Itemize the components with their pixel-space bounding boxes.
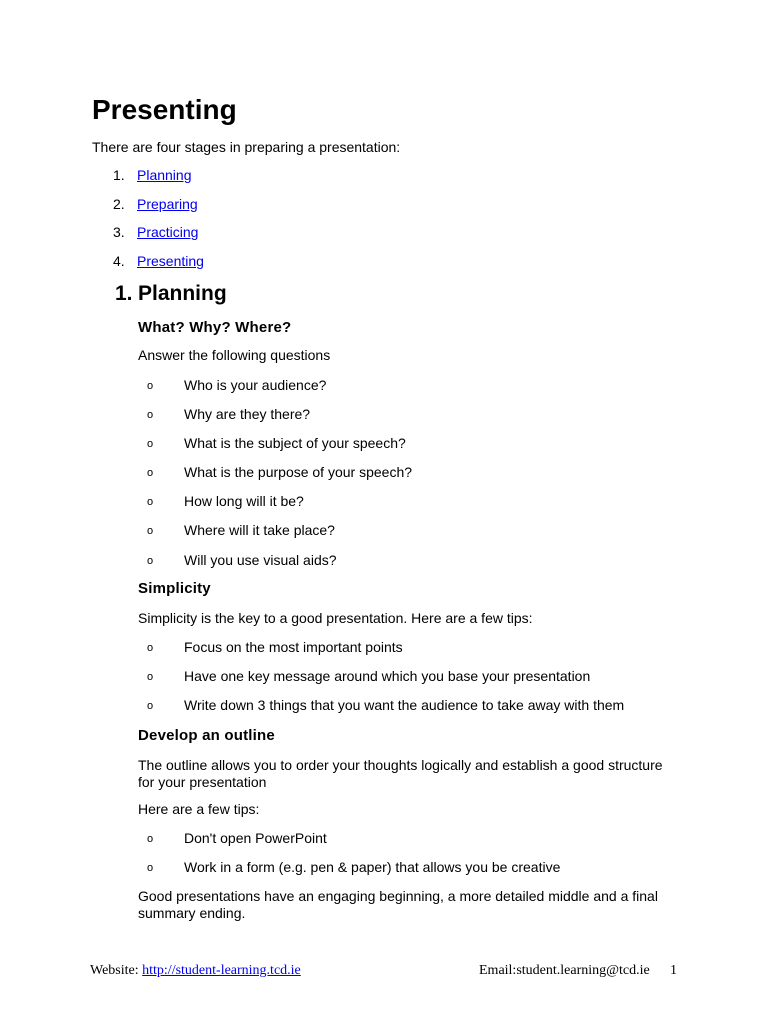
toc-number: 1. <box>113 167 125 183</box>
toc-item-preparing <box>113 195 198 213</box>
bullet-circle-icon: o <box>147 862 154 874</box>
list-item <box>147 405 310 424</box>
toc-number: 3. <box>113 224 125 240</box>
toc-item-practicing <box>113 223 198 241</box>
list-item <box>147 638 403 657</box>
list-item-text: What is the purpose of your speech? <box>184 464 413 480</box>
list-item-text: Will you use visual aids? <box>184 552 337 568</box>
questions-lead-text: Answer the following questions <box>138 347 331 363</box>
intro-text: There are four stages in preparing a presentation: <box>92 139 401 155</box>
list-item-text: Don't open PowerPoint <box>184 830 327 846</box>
bullet-circle-icon: o <box>147 700 154 712</box>
outline-paragraph: The outline allows you to order your thoughts logically and establish a good structure for your presentation <box>138 757 663 790</box>
bullet-circle-icon: o <box>147 671 154 683</box>
bullet-circle-icon: o <box>147 409 154 421</box>
toc-link-planning[interactable]: Planning <box>137 167 192 183</box>
bullet-circle-icon: o <box>147 525 154 537</box>
list-item <box>147 376 326 395</box>
list-item <box>147 434 406 453</box>
list-item-text: Why are they there? <box>184 406 311 422</box>
toc-link-presenting[interactable]: Presenting <box>137 253 204 269</box>
list-item <box>147 667 590 686</box>
bullet-circle-icon: o <box>147 467 154 479</box>
toc-link-preparing[interactable]: Preparing <box>137 196 198 212</box>
page-title: Presenting <box>92 94 237 125</box>
footer-email: Email:student.learning@tcd.ie <box>479 963 650 978</box>
subheading-what-why-where: What? Why? Where? <box>138 319 292 336</box>
list-item <box>147 829 327 848</box>
footer-website-link[interactable]: http://student-learning.tcd.ie <box>142 963 301 978</box>
tips-lead-text: Here are a few tips: <box>138 801 260 817</box>
list-item <box>147 463 412 482</box>
bullet-circle-icon: o <box>147 380 154 392</box>
toc-item-planning <box>113 166 192 184</box>
list-item-text: Who is your audience? <box>184 377 327 393</box>
page-number: 1 <box>670 963 677 978</box>
toc-link-practicing[interactable]: Practicing <box>137 224 199 240</box>
toc-item-presenting <box>113 252 204 270</box>
list-item-text: Where will it take place? <box>184 522 335 538</box>
section-title: Planning <box>138 282 227 305</box>
list-item-text: Have one key message around which you base your presentation <box>184 668 591 684</box>
bullet-circle-icon: o <box>147 438 154 450</box>
subheading-develop-outline: Develop an outline <box>138 727 275 744</box>
list-item-text: Focus on the most important points <box>184 639 403 655</box>
list-item <box>147 551 337 570</box>
list-item <box>147 696 624 715</box>
bullet-circle-icon: o <box>147 496 154 508</box>
footer-website <box>90 962 301 980</box>
list-item-text: Work in a form (e.g. pen & paper) that allows you be creative <box>184 859 561 875</box>
bullet-circle-icon: o <box>147 555 154 567</box>
bullet-circle-icon: o <box>147 833 154 845</box>
footer-website-label: Website: <box>90 963 139 978</box>
list-item <box>147 521 335 540</box>
list-item-text: Write down 3 things that you want the audience to take away with them <box>184 697 625 713</box>
list-item <box>147 858 560 877</box>
section-number: 1. <box>115 282 133 305</box>
summary-paragraph: Good presentations have an engaging beginning, a more detailed middle and a final summary ending. <box>138 888 658 921</box>
list-item <box>147 492 304 511</box>
list-item-text: What is the subject of your speech? <box>184 435 406 451</box>
toc-number: 2. <box>113 196 125 212</box>
subheading-simplicity: Simplicity <box>138 580 211 597</box>
simplicity-lead-text: Simplicity is the key to a good presentation. Here are a few tips: <box>138 610 533 626</box>
section-heading-planning <box>115 280 227 308</box>
bullet-circle-icon: o <box>147 642 154 654</box>
toc-number: 4. <box>113 253 125 269</box>
list-item-text: How long will it be? <box>184 493 304 509</box>
